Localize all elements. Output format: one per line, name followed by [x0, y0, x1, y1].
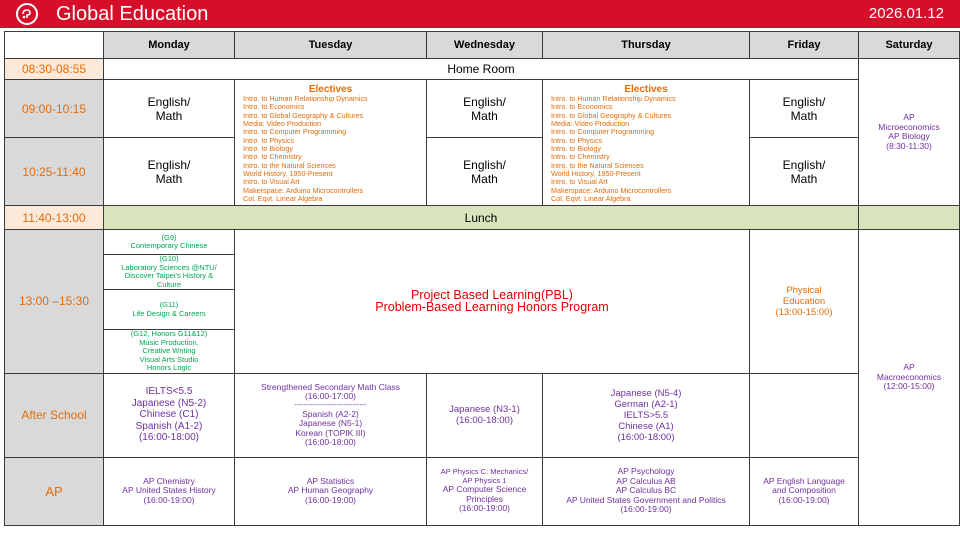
ap-line: Principles: [466, 493, 503, 504]
electives-title: Electives: [624, 84, 668, 95]
g12-line: (G12, Honors G11&12): [130, 329, 208, 338]
elective-item: Intro. to Economics: [551, 102, 613, 112]
electives-title: Electives: [308, 84, 353, 95]
elective-item: Media: Video Production: [243, 119, 322, 129]
pe-line: Education: [782, 295, 826, 307]
after-school-line: (16:00-18:00): [455, 415, 514, 426]
row-homeroom: [5, 59, 960, 80]
after-school-line: Chinese (A1): [618, 420, 674, 432]
monday-after-school: [104, 373, 235, 457]
subject-line: Math: [790, 108, 818, 123]
saturday-afternoon-cell: [859, 230, 960, 526]
elective-item: Intro. to Chemistry: [243, 152, 302, 162]
wednesday-period-1: [427, 80, 543, 138]
subject-line: Math: [790, 171, 818, 186]
row-period-2: [5, 138, 960, 206]
friday-after-school: [750, 373, 859, 457]
after-school-line: Japanese (N3-1): [449, 404, 520, 415]
subject-line: Math: [471, 108, 498, 123]
monday-period-1: [104, 80, 235, 138]
time-ap: AP: [5, 457, 104, 525]
ap-line: AP Computer Science: [442, 484, 527, 495]
corner-cell: [5, 32, 104, 59]
after-school-line: Strengthened Secondary Math Class: [261, 381, 400, 392]
g12-line: Visual Arts Studio: [139, 354, 199, 364]
ap-line: AP Physics 1: [462, 475, 507, 485]
after-school-line: (16:00-18:00): [617, 431, 675, 443]
elective-item: Intro. to the Natural Sciences: [243, 160, 336, 170]
monday-g10-cell: [104, 255, 235, 290]
saturday-morning-line: (8:30-11:30): [886, 140, 932, 151]
tuesday-ap: [235, 457, 427, 525]
elective-item: Media: Video Production: [551, 119, 630, 129]
saturday-morning-line: AP: [903, 112, 915, 122]
elective-item: Intro. to Biology: [551, 144, 601, 154]
after-school-line: Spanish (A2-2): [302, 408, 359, 419]
elective-item: Intro. to the Natural Sciences: [551, 160, 644, 170]
g12-line: Music Production,: [139, 337, 199, 347]
ap-line: AP Psychology: [617, 466, 675, 477]
pbl-line: Problem-Based Learning Honors Program: [375, 300, 609, 315]
day-header-tuesday: Tuesday: [235, 32, 427, 59]
day-header-monday: Monday: [104, 32, 235, 59]
g12-line: Creative Writing: [142, 346, 196, 355]
logo-icon: [16, 3, 38, 25]
g10-line: Discover Taipei's History &: [124, 271, 214, 280]
saturday-afternoon-line: AP: [903, 362, 915, 372]
friday-period-1: [750, 80, 859, 138]
time-period-1: 09:00-10:15: [5, 80, 104, 138]
subject-line: Math: [155, 108, 183, 123]
time-period-2: 10:25-11:40: [5, 138, 104, 206]
pe-line: (13:00-15:00): [775, 306, 833, 318]
elective-item: World History, 1950-Present: [551, 169, 641, 179]
day-header-thursday: Thursday: [543, 32, 750, 59]
after-school-line: IELTS>5.5: [623, 409, 669, 421]
lunch-cell: Lunch: [104, 206, 859, 230]
after-school-line: Japanese (N5-1): [298, 418, 363, 428]
subject-line: Math: [471, 171, 498, 186]
g10-line: Laboratory Sciences @NTU/: [121, 262, 217, 272]
header-banner: [0, 0, 960, 28]
ap-line: (16:00-19:00): [620, 504, 672, 515]
elective-item: Intro. to Visual Art: [551, 177, 608, 187]
ap-line: (16:00-19:00): [778, 494, 830, 505]
saturday-afternoon-line: (12:00-15:00): [883, 381, 935, 391]
ap-line: AP English Language: [763, 475, 845, 486]
day-header-wednesday: Wednesday: [427, 32, 543, 59]
elective-item: Makerspace: Arduino Microcontrollers: [551, 185, 672, 195]
thursday-ap: [543, 457, 750, 525]
monday-period-2: [104, 138, 235, 206]
elective-item: Intro. to Biology: [243, 144, 293, 154]
after-school-line: (16:00-18:00): [138, 432, 200, 444]
friday-period-2: [750, 138, 859, 206]
after-school-line: (16:00-17:00): [304, 391, 357, 401]
elective-item: Intro. to Chemistry: [551, 152, 610, 162]
after-school-line: Korean (TOPIK III): [295, 427, 366, 438]
row-ap: [5, 457, 960, 525]
ap-line: AP Statistics: [306, 475, 355, 486]
subject-line: English/: [147, 157, 191, 172]
elective-item: Intro. to Global Geography & Cultures: [243, 110, 364, 120]
day-header-saturday: Saturday: [859, 32, 960, 59]
pbl-cell: [235, 230, 750, 374]
ap-line: AP Calculus BC: [615, 485, 677, 496]
after-school-line: German (A2-1): [614, 398, 678, 410]
g12-line: Honors Logic: [146, 363, 192, 372]
elective-item: Col. Eqvt. Linear Algebra: [551, 194, 631, 204]
subject-line: English/: [782, 94, 826, 109]
elective-item: Intro. to Human Relationship Dynamics: [551, 94, 676, 103]
monday-g12-cell: [104, 330, 235, 374]
day-header-friday: Friday: [750, 32, 859, 59]
pbl-line: Project Based Learning(PBL): [411, 288, 573, 303]
row-after-school: [5, 373, 960, 457]
page-title: Global Education: [56, 3, 209, 25]
time-lunch: 11:40-13:00: [5, 206, 104, 230]
tuesday-electives: [235, 80, 427, 206]
monday-g11-cell: [104, 290, 235, 330]
friday-pe-cell: [750, 230, 859, 374]
wednesday-ap: [427, 457, 543, 525]
saturday-morning-line: Microeconomics: [878, 121, 940, 132]
monday-g9-cell: [104, 230, 235, 255]
elective-item: Makerspace: Arduino Microcontrollers: [243, 185, 364, 195]
thursday-electives: [543, 80, 750, 206]
ap-line: AP Calculus AB: [616, 475, 676, 486]
tuesday-after-school: [235, 373, 427, 457]
wednesday-after-school: [427, 373, 543, 457]
elective-item: Intro. to Global Geography & Cultures: [551, 110, 672, 120]
thursday-after-school: [543, 373, 750, 457]
time-after-school: After School: [5, 373, 104, 457]
friday-ap: [750, 457, 859, 525]
saturday-afternoon-line: Macroeconomics: [876, 371, 942, 382]
subject-line: English/: [463, 94, 506, 109]
after-school-line: Japanese (N5-2): [131, 397, 207, 409]
g10-line: Culture: [156, 279, 182, 289]
row-lunch: [5, 206, 960, 230]
elective-item: Intro. to Physics: [551, 135, 603, 145]
ap-line: (16:00-19:00): [143, 494, 195, 505]
saturday-lunch-cell: [859, 206, 960, 230]
subject-line: Math: [155, 171, 183, 186]
subject-line: English/: [782, 157, 826, 172]
after-school-line: Chinese (C1): [139, 409, 199, 421]
ap-line: AP Human Geography: [287, 485, 374, 496]
g9-line: Contemporary Chinese: [130, 241, 208, 250]
after-school-line: (16:00-18:00): [304, 437, 357, 447]
ap-line: (16:00-19:00): [458, 503, 511, 514]
g9-line: (G9): [161, 232, 177, 242]
elective-item: Intro. to Human Relationship Dynamics: [243, 94, 368, 103]
pe-line: Physical: [786, 284, 822, 296]
timetable: [4, 31, 960, 526]
time-afternoon: 13:00 –15:30: [5, 230, 104, 374]
subject-line: English/: [147, 94, 191, 109]
after-school-separator: -------------------------------: [294, 401, 367, 409]
ap-line: AP United States History: [122, 485, 216, 496]
ap-line: (16:00-19:00): [304, 494, 357, 505]
saturday-morning-line: AP Biology: [888, 131, 930, 141]
saturday-morning-cell: [859, 59, 960, 206]
after-school-line: Japanese (N5-4): [610, 387, 682, 399]
elective-item: Intro. to Visual Art: [243, 177, 300, 187]
elective-item: Intro. to Economics: [243, 102, 305, 112]
elective-item: Intro. to Physics: [243, 135, 295, 145]
after-school-line: IELTS<5.5: [145, 386, 193, 398]
g10-line: (G10): [159, 254, 179, 263]
wednesday-period-2: [427, 138, 543, 206]
ap-line: AP Chemistry: [143, 475, 195, 486]
ap-line: AP Physics C: Mechanics/: [440, 467, 529, 477]
row-afternoon-g9: [5, 230, 960, 255]
elective-item: Intro. to Computer Programming: [551, 127, 655, 137]
after-school-line: Spanish (A1-2): [135, 420, 203, 432]
home-room-cell: Home Room: [104, 59, 859, 80]
elective-item: Intro. to Computer Programming: [243, 127, 347, 137]
elective-item: Col. Eqvt. Linear Algebra: [243, 194, 323, 204]
subject-line: English/: [463, 157, 506, 172]
time-homeroom: 08:30-08:55: [5, 59, 104, 80]
g11-line: (G11): [159, 300, 179, 309]
ap-line: and Composition: [772, 485, 836, 496]
header-row: [5, 32, 960, 59]
g11-line: Life Design & Careers: [132, 308, 206, 318]
elective-item: World History, 1950-Present: [243, 169, 333, 179]
ap-line: AP United States Government and Politics: [566, 494, 726, 505]
row-period-1: [5, 80, 960, 138]
page-date: 2026.01.12: [868, 5, 944, 22]
monday-ap: [104, 457, 235, 525]
